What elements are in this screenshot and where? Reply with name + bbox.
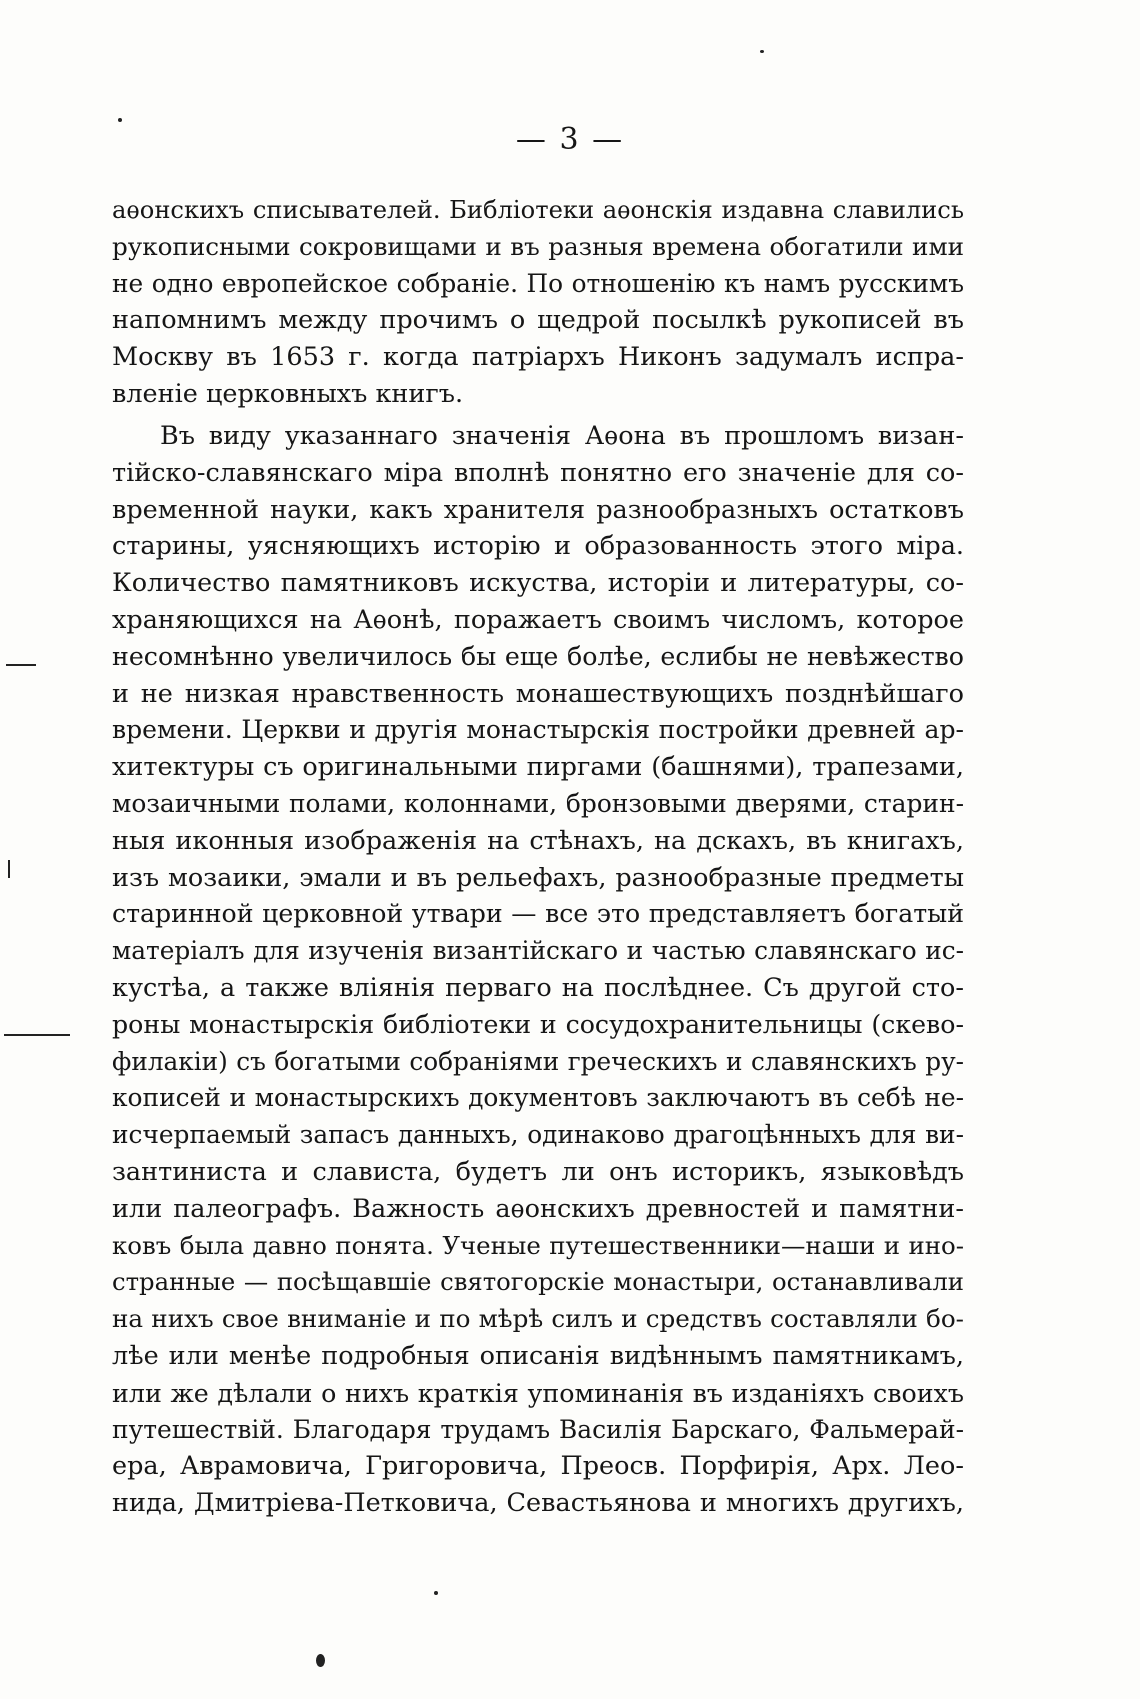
text-line: зантиниста и слависта, будетъ ли онъ историкъ, языковѣдъ	[112, 1156, 964, 1187]
text-line: ковъ была давно понята. Ученые путешественники—наши и ино-	[112, 1230, 964, 1260]
text-line: путешествій. Благодаря трудамъ Василія Барскаго, Фальмерай-	[112, 1414, 964, 1444]
text-line: странные — посѣщавшіе святогорскіе монастыри, останавливали	[112, 1267, 964, 1297]
text-line: тійско-славянскаго міра вполнѣ понятно его значеніе для со-	[112, 457, 964, 488]
text-line: филакіи) съ богатыми собраніями греческихъ и славянскихъ ру-	[112, 1046, 964, 1076]
scan-speck	[760, 50, 764, 53]
text-line: роны монастырскія библіотеки и сосудохранительницы (скево-	[112, 1009, 964, 1039]
margin-mark	[8, 860, 10, 878]
text-line: временной науки, какъ хранителя разнообразныхъ остатковъ	[112, 494, 964, 525]
text-line: старинной церковной утвари — все это представляетъ богатый	[112, 899, 964, 929]
text-line: вленіе церковныхъ книгъ.	[112, 378, 464, 409]
text-line: Въ виду указаннаго значенія Аѳона въ прошломъ визан-	[160, 421, 964, 451]
text-line: кописей и монастырскихъ документовъ заключаютъ въ себѣ не-	[112, 1083, 964, 1113]
text-line: нида, Дмитріева-Петковича, Севастьянова и многихъ другихъ,	[112, 1488, 964, 1519]
text-line: хитектуры съ оригинальными пиргами (башнями), трапезами,	[112, 752, 964, 783]
text-line: ера, Аврамовича, Григоровича, Преосв. Порфирія, Арх. Лео-	[112, 1451, 964, 1482]
text-line: и не низкая нравственность монашествующихъ позднѣйшаго	[112, 678, 964, 709]
margin-mark	[6, 664, 36, 666]
page-number: — 3 —	[515, 122, 625, 157]
text-line: кустѣа, а также вліянія перваго на послѣднее. Съ другой сто-	[112, 972, 964, 1003]
text-line: старины, уясняющихъ исторію и образованность этого міра.	[112, 531, 964, 562]
text-line: Москву въ 1653 г. когда патріархъ Никонъ задумалъ испра-	[112, 342, 964, 373]
text-line: ныя иконныя изображенія на стѣнахъ, на дскахъ, въ книгахъ,	[112, 825, 964, 856]
text-line: на нихъ свое вниманіе и по мѣрѣ силъ и средствъ составляли бо-	[112, 1304, 964, 1334]
text-line: исчерпаемый запасъ данныхъ, одинаково драгоцѣнныхъ для ви-	[112, 1120, 964, 1150]
margin-mark	[4, 1034, 70, 1036]
text-line: несомнѣнно увеличилось бы еще болѣе, еслибы не невѣжество	[112, 641, 964, 671]
text-line: аѳонскихъ списывателей. Библіотеки аѳонскія издавна славились	[112, 196, 964, 224]
text-line: рукописными сокровищами и въ разныя времена обогатили ими	[112, 231, 964, 261]
text-line: матеріалъ для изученія византійскаго и частью славянскаго ис-	[112, 936, 964, 966]
text-line: мозаичными полами, колоннами, бронзовыми дверями, старин-	[112, 788, 964, 818]
text-line: не одно европейское собраніе. По отношенію къ намъ русскимъ	[112, 268, 964, 298]
text-line: изъ мозаики, эмали и въ рельефахъ, разнообразные предметы	[112, 862, 964, 893]
text-line: напомнимъ между прочимъ о щедрой посылкѣ рукописей въ	[112, 305, 964, 336]
text-line: или палеографъ. Важность аѳонскихъ древностей и памятни-	[112, 1193, 964, 1224]
scan-speck	[434, 1591, 438, 1595]
text-line: Количество памятниковъ искуства, исторіи и литературы, со-	[112, 568, 964, 599]
paragraph-1	[112, 192, 964, 413]
paragraph-2	[112, 418, 964, 1522]
text-line: лѣе или менѣе подробныя описанія видѣннымъ памятникамъ,	[112, 1340, 964, 1371]
text-line: времени. Церкви и другія монастырскія постройки древней ар-	[112, 715, 964, 745]
scan-speck	[316, 1654, 325, 1667]
scan-speck	[118, 118, 122, 122]
text-line: или же дѣлали о нихъ краткія упоминанія въ изданіяхъ своихъ	[112, 1377, 964, 1408]
text-line: храняющихся на Аѳонѣ, поражаетъ своимъ числомъ, которое	[112, 604, 964, 635]
